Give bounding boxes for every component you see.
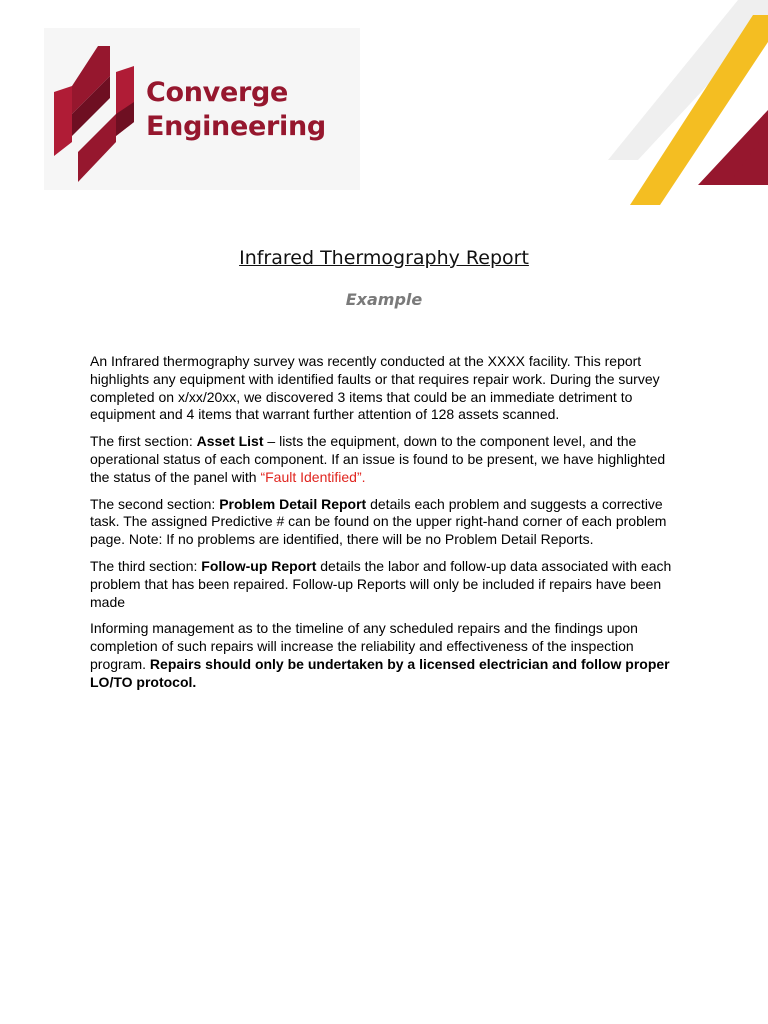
text: Informing management as to the timeline of any scheduled repairs and the findings upon completion of such repairs will increase the reliability and effectiveness of the inspection program. [90, 620, 638, 672]
logo-line-1: Converge [146, 77, 289, 108]
company-logo [44, 28, 360, 190]
asset-list-term: Asset List [196, 433, 264, 450]
safety-warning: Repairs should only be undertaken by a licensed electrician and follow proper LO/TO protocol. [90, 655, 670, 690]
paragraph-follow-up [90, 558, 680, 611]
fault-identified-highlight: “Fault Identified”. [260, 468, 366, 485]
report-subtitle: Example [345, 290, 423, 309]
text: The second section: [90, 495, 220, 512]
logo-mark-icon [54, 46, 134, 182]
report-title: Infrared Thermography Report [239, 247, 529, 269]
problem-detail-term: Problem Detail Report [219, 495, 367, 512]
paragraph-problem-detail [90, 496, 680, 549]
paragraph-management [90, 620, 680, 691]
text: details the labor and follow-up data associated with each problem that has been repaired. Follow-up Reports will only be included if repairs have been made [90, 557, 672, 610]
follow-up-term: Follow-up Report [201, 557, 317, 574]
text: The third section: [90, 557, 202, 574]
decorative-stripes [568, 0, 768, 210]
logo-wordmark [146, 76, 326, 144]
text: – lists the equipment, down to the component level, and the operational status of each component. If an issue is found to be present, we have highlighted the status of the panel with [90, 433, 666, 485]
paragraph-intro: An Infrared thermography survey was recently conducted at the XXXX facility. This report highlights any equipment with identified faults or that requires repair work. During the survey completed on x/xx/20xx, we discovered 3 items that could be an immediate detriment to equipment and 4 items that warrant further attention of 128 assets scanned. [90, 353, 660, 423]
paragraph-asset-list [90, 433, 680, 486]
logo-line-2: Engineering [146, 111, 326, 142]
report-body [90, 353, 680, 701]
text: details each problem and suggests a corrective task. The assigned Predictive # can be found on the upper right-hand corner of each problem page. Note: If no problems are identified, there will be no Problem Detail Reports. [90, 495, 667, 548]
text: The first section: [90, 433, 197, 450]
